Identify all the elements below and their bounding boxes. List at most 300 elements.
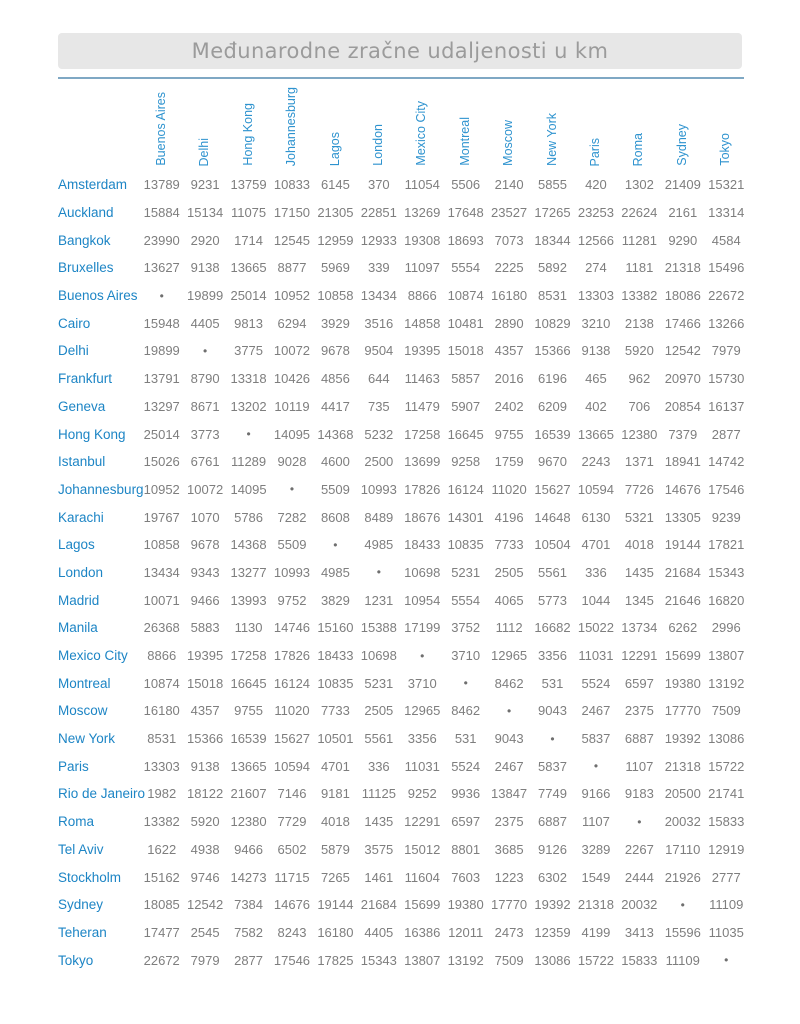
distance-cell: 370: [367, 177, 390, 193]
distance-cell: 10072: [273, 343, 311, 359]
distance-cell: 16386: [404, 924, 441, 940]
distance-cell: 644: [367, 371, 390, 387]
distance-cell: 21607: [230, 786, 267, 802]
distance-cell: 15884: [143, 205, 180, 221]
distance-cell: 14676: [273, 897, 311, 913]
distance-cell: 1435: [364, 814, 394, 830]
distance-cell: 6262: [668, 620, 698, 636]
distance-cell: 17770: [491, 897, 528, 913]
distance-cell: 12542: [664, 343, 701, 359]
row-city-label: Madrid: [58, 592, 100, 608]
distance-cell: 3710: [407, 675, 437, 691]
distance-cell: 5231: [364, 675, 394, 691]
distance-cell: 21318: [577, 897, 614, 913]
distances-table: [58, 83, 748, 974]
table-row-bruxelles: [58, 254, 748, 282]
distance-cell: 10119: [274, 398, 310, 414]
column-header-label: Montreal: [457, 117, 472, 166]
distance-cell: 5232: [364, 426, 394, 442]
distance-cell: 14095: [273, 426, 311, 442]
distance-cell: 15366: [187, 731, 224, 747]
distance-cell: 11109: [665, 952, 700, 968]
distance-cell: 9181: [320, 786, 350, 802]
distance-cell: 15948: [143, 315, 180, 331]
distance-cell: 15699: [664, 648, 701, 664]
distance-cell: 2877: [711, 426, 741, 442]
distance-cell: 11035: [708, 924, 744, 940]
distance-cell: 7733: [494, 537, 524, 553]
distance-cell: 16820: [708, 592, 745, 608]
distance-cell: 6887: [624, 731, 654, 747]
distance-cell: 10858: [317, 288, 354, 304]
distance-cell: 19767: [143, 509, 180, 525]
distance-cell: 15018: [447, 343, 484, 359]
distance-cell: 8671: [190, 398, 220, 414]
distance-cell: 7265: [320, 869, 350, 885]
row-city-label: Geneva: [58, 398, 106, 414]
distance-cell: 17770: [664, 703, 701, 719]
distance-cell: 15160: [317, 620, 354, 636]
column-header-mexico-city: [401, 83, 444, 171]
distance-cell: 11463: [404, 371, 440, 387]
distance-cell: 13086: [534, 952, 571, 968]
column-header-new-york: [531, 83, 574, 171]
distance-cell: 4018: [624, 537, 654, 553]
distance-cell: 12359: [534, 924, 571, 940]
distance-cell: 10698: [360, 648, 397, 664]
distance-cell: 420: [585, 177, 607, 193]
distance-cell: 5524: [581, 675, 611, 691]
distance-cell: 9252: [407, 786, 437, 802]
distance-cell: 1231: [364, 592, 394, 608]
distance-cell: 15722: [577, 952, 614, 968]
distance-cell: 7979: [711, 343, 741, 359]
distance-cell: 1070: [190, 509, 220, 525]
distance-cell: 9231: [190, 177, 220, 193]
row-city-label: Bruxelles: [58, 260, 114, 276]
distance-cell: 15343: [360, 952, 397, 968]
distance-cell: 5321: [624, 509, 654, 525]
distance-cell: 15388: [360, 620, 397, 636]
distance-cell: 962: [628, 371, 651, 387]
distance-cell: 4405: [364, 924, 394, 940]
distance-cell: 10952: [143, 481, 180, 497]
distance-cell: 7749: [538, 786, 567, 802]
distance-cell: 18122: [187, 786, 224, 802]
distance-cell: 12291: [404, 814, 441, 830]
self-distance-dot: •: [680, 897, 685, 912]
distance-cell: 16539: [230, 731, 267, 747]
row-city-label: Hong Kong: [58, 426, 126, 442]
distance-cell: 7073: [494, 232, 524, 248]
distance-cell: 21684: [360, 897, 397, 913]
distance-cell: 16124: [447, 481, 484, 497]
distance-cell: 3516: [364, 315, 394, 331]
distance-cell: 6597: [624, 675, 654, 691]
table-row-hong-kong: [58, 420, 748, 448]
row-city-label: Auckland: [58, 205, 114, 221]
distance-cell: 3773: [190, 426, 220, 442]
distance-cell: 19899: [143, 343, 180, 359]
table-row-manila: [58, 614, 748, 642]
distance-cell: 12965: [491, 648, 528, 664]
self-distance-dot: •: [593, 759, 599, 774]
distance-cell: 8462: [451, 703, 481, 719]
distance-cell: 6130: [581, 509, 611, 525]
distance-cell: 10594: [577, 481, 614, 497]
distance-cell: 2444: [624, 869, 654, 885]
distance-cell: 20854: [664, 398, 701, 414]
table-row-moscow: [58, 697, 748, 725]
distance-cell: 18941: [664, 454, 701, 470]
distance-cell: 8866: [147, 648, 177, 664]
distance-cell: 13699: [404, 454, 441, 470]
distance-cell: 13303: [577, 288, 614, 304]
distance-cell: 13807: [708, 648, 745, 664]
distance-cell: 4417: [320, 398, 350, 414]
row-city-label: Roma: [58, 814, 95, 830]
distance-cell: 13318: [230, 371, 267, 387]
distance-cell: 339: [367, 260, 390, 276]
distance-cell: 7726: [624, 481, 654, 497]
distance-cell: 4405: [190, 315, 220, 331]
distance-cell: 4701: [581, 537, 611, 553]
distance-cell: 11054: [404, 177, 440, 193]
distance-cell: 25014: [230, 288, 267, 304]
table-row-roma: [58, 808, 748, 836]
distance-cell: 17825: [317, 952, 354, 968]
distance-cell: 7733: [320, 703, 350, 719]
distance-cell: 11604: [404, 869, 440, 885]
distance-cell: 2473: [494, 924, 524, 940]
distance-cell: 2138: [624, 315, 654, 331]
distance-cell: 21741: [708, 786, 745, 802]
table-row-mexico-city: [58, 642, 748, 670]
distance-cell: 15722: [708, 758, 745, 774]
distance-cell: 10833: [273, 177, 311, 193]
distance-cell: 13734: [621, 620, 658, 636]
distance-cell: 21318: [664, 260, 701, 276]
distance-cell: 13665: [230, 758, 267, 774]
distance-cell: 12933: [360, 232, 397, 248]
distance-cell: 6761: [190, 454, 220, 470]
column-header-delhi: [183, 83, 226, 171]
distance-cell: 13434: [143, 564, 180, 580]
distance-cell: 14742: [708, 454, 745, 470]
row-city-label: Lagos: [58, 537, 95, 553]
distance-cell: 21305: [317, 205, 354, 221]
column-header-tokyo: [704, 83, 748, 171]
distance-cell: 14746: [273, 620, 311, 636]
distance-cell: 9466: [234, 841, 264, 857]
distance-cell: 10504: [534, 537, 571, 553]
self-distance-dot: •: [203, 343, 208, 358]
distance-cell: 10829: [534, 315, 571, 331]
distance-cell: 14648: [534, 509, 571, 525]
distance-cell: 2267: [624, 841, 654, 857]
column-header-label: Delhi: [197, 137, 212, 166]
table-row-paris: [58, 752, 748, 780]
distance-cell: 19144: [664, 537, 701, 553]
distance-cell: 6597: [451, 814, 481, 830]
distance-cell: 9138: [581, 343, 611, 359]
distance-cell: 23990: [143, 232, 180, 248]
distance-cell: 1759: [494, 454, 524, 470]
row-city-label: Cairo: [58, 315, 91, 331]
distance-cell: 16539: [534, 426, 571, 442]
distance-cell: 10874: [447, 288, 484, 304]
distance-cell: 20032: [664, 814, 701, 830]
distance-cell: 13269: [404, 205, 441, 221]
distance-cell: 15022: [577, 620, 614, 636]
distance-cell: 2467: [581, 703, 611, 719]
distance-cell: 1714: [234, 232, 264, 248]
row-city-label: Sydney: [58, 897, 104, 913]
distance-cell: 11020: [491, 481, 527, 497]
distance-cell: 13086: [708, 731, 745, 747]
distance-cell: 5837: [538, 758, 567, 774]
distance-cell: 4985: [320, 564, 350, 580]
distance-cell: 2375: [624, 703, 654, 719]
row-city-label: Istanbul: [58, 454, 106, 470]
distance-cell: 6209: [538, 398, 567, 414]
distance-cell: 23527: [491, 205, 528, 221]
distance-cell: 8489: [364, 509, 394, 525]
distance-cell: 17258: [404, 426, 441, 442]
distance-cell: 18344: [534, 232, 571, 248]
column-header-label: Moscow: [501, 120, 516, 166]
distance-cell: 11031: [404, 758, 440, 774]
table-body: [58, 171, 748, 974]
distance-cell: 9813: [234, 315, 264, 331]
table-row-delhi: [58, 337, 748, 365]
distance-cell: 8608: [320, 509, 350, 525]
distance-cell: 13305: [664, 509, 701, 525]
table-row-teheran: [58, 919, 748, 947]
distance-cell: 9126: [538, 841, 567, 857]
distance-cell: 13789: [143, 177, 180, 193]
distance-cell: 13297: [143, 398, 180, 414]
distance-cell: 14368: [317, 426, 354, 442]
distance-cell: 5561: [364, 731, 394, 747]
distance-cell: 16645: [447, 426, 484, 442]
distance-cell: 7582: [234, 924, 264, 940]
row-city-label: Manila: [58, 620, 98, 636]
column-header-buenos-aires: [140, 83, 183, 171]
distance-cell: 17821: [708, 537, 745, 553]
distance-cell: 26368: [143, 620, 180, 636]
distance-cell: 13303: [143, 758, 180, 774]
distance-cell: 17826: [273, 648, 311, 664]
distance-cell: 11289: [230, 454, 267, 470]
distance-cell: 19395: [187, 648, 224, 664]
distance-cell: 6502: [277, 841, 307, 857]
distance-cell: 8531: [147, 731, 177, 747]
self-distance-dot: •: [463, 676, 468, 691]
distance-cell: 18433: [404, 537, 441, 553]
distance-cell: 2505: [494, 564, 524, 580]
column-header-label: Sydney: [674, 124, 689, 166]
distance-cell: 19380: [447, 897, 484, 913]
distance-cell: 2243: [581, 454, 611, 470]
self-distance-dot: •: [420, 648, 425, 663]
divider-rule: [58, 77, 744, 79]
distance-cell: 10858: [143, 537, 180, 553]
distance-cell: 13382: [621, 288, 658, 304]
distance-cell: 10993: [273, 564, 311, 580]
distance-cell: 1107: [581, 814, 610, 830]
distance-cell: 15026: [143, 454, 180, 470]
distance-cell: 12542: [187, 897, 224, 913]
self-distance-dot: •: [637, 814, 642, 829]
distance-cell: 13759: [230, 177, 267, 193]
distance-cell: 13382: [143, 814, 180, 830]
distance-cell: 20500: [664, 786, 701, 802]
distance-cell: 9258: [451, 454, 481, 470]
distance-cell: 16124: [273, 675, 311, 691]
column-header-label: Johannesburg: [284, 86, 299, 166]
distance-cell: 14301: [447, 509, 484, 525]
distance-cell: 3210: [581, 315, 611, 331]
distance-cell: 15730: [708, 371, 745, 387]
distance-cell: 10993: [360, 481, 397, 497]
table-row-johannesburg: [58, 476, 748, 504]
distance-cell: 4584: [711, 232, 741, 248]
table-row-new-york: [58, 725, 748, 753]
distance-cell: 3829: [320, 592, 350, 608]
distance-cell: 1371: [624, 454, 654, 470]
distance-cell: 13665: [577, 426, 614, 442]
distance-cell: 11281: [621, 232, 657, 248]
distance-cell: 15596: [664, 924, 701, 940]
distance-cell: 9752: [277, 592, 307, 608]
distance-cell: 15699: [404, 897, 441, 913]
distance-cell: 12959: [317, 232, 354, 248]
distance-cell: 4199: [581, 924, 611, 940]
row-city-label: Paris: [58, 758, 89, 774]
distance-cell: 11479: [404, 398, 440, 414]
distance-cell: 18433: [317, 648, 354, 664]
self-distance-dot: •: [724, 953, 729, 968]
distance-cell: 13277: [230, 564, 267, 580]
distance-cell: 25014: [143, 426, 180, 442]
distance-cell: 8801: [451, 841, 481, 857]
distance-cell: 2777: [711, 869, 741, 885]
distance-cell: 22672: [708, 288, 745, 304]
column-header-label: Tokyo: [718, 133, 733, 166]
distance-cell: 13627: [143, 260, 180, 276]
distance-cell: 2500: [364, 454, 394, 470]
distance-cell: 12380: [621, 426, 658, 442]
distance-cell: 15627: [534, 481, 571, 497]
distance-cell: 1302: [624, 177, 654, 193]
table-row-istanbul: [58, 448, 748, 476]
distance-cell: 18085: [143, 897, 180, 913]
distance-cell: 17110: [665, 841, 701, 857]
distance-cell: 1130: [234, 620, 263, 636]
distance-cell: 13665: [230, 260, 267, 276]
distance-cell: 17648: [447, 205, 484, 221]
distance-cell: 9936: [451, 786, 481, 802]
distance-cell: 17265: [534, 205, 571, 221]
distance-cell: 9678: [320, 343, 350, 359]
distance-cell: 19308: [404, 232, 441, 248]
distance-cell: 336: [585, 564, 607, 580]
distance-cell: 5879: [320, 841, 350, 857]
distance-cell: 9290: [668, 232, 698, 248]
distance-cell: 6887: [538, 814, 567, 830]
distance-cell: 4985: [364, 537, 394, 553]
distance-cell: 14676: [664, 481, 701, 497]
distance-cell: 4856: [320, 371, 350, 387]
distance-cell: 15018: [187, 675, 224, 691]
table-row-bangkok: [58, 226, 748, 254]
column-header-label: Paris: [588, 137, 603, 166]
distance-cell: 10071: [143, 592, 180, 608]
distance-cell: 3413: [624, 924, 654, 940]
column-header-label: Hong Kong: [240, 103, 255, 166]
distance-cell: 3929: [320, 315, 350, 331]
distance-cell: 13192: [708, 675, 745, 691]
distance-cell: 9043: [494, 731, 524, 747]
distance-cell: 16645: [230, 675, 267, 691]
distance-cell: 2140: [494, 177, 524, 193]
distance-cell: 13434: [360, 288, 397, 304]
distance-cell: 5509: [277, 537, 307, 553]
distance-cell: 5561: [538, 564, 567, 580]
distance-cell: 15134: [187, 205, 224, 221]
distance-cell: 4701: [320, 758, 350, 774]
row-city-label: Karachi: [58, 509, 104, 525]
distance-cell: 15496: [708, 260, 745, 276]
distance-cell: 16137: [708, 398, 745, 414]
column-header-lagos: [314, 83, 357, 171]
distance-cell: 8462: [494, 675, 524, 691]
column-header-label: Roma: [631, 132, 646, 166]
distance-cell: 15833: [621, 952, 658, 968]
distance-cell: 9678: [190, 537, 220, 553]
distance-cell: 2545: [190, 924, 220, 940]
distance-cell: 1622: [147, 841, 177, 857]
row-city-label: New York: [58, 731, 116, 747]
distance-cell: 5786: [234, 509, 264, 525]
distance-cell: 8531: [538, 288, 567, 304]
distance-cell: 2375: [494, 814, 524, 830]
distance-cell: 1107: [625, 758, 654, 774]
self-distance-dot: •: [289, 482, 295, 497]
distance-cell: 13807: [404, 952, 441, 968]
self-distance-dot: •: [376, 565, 381, 580]
distance-cell: 11125: [361, 786, 396, 802]
table-row-tokyo: [58, 946, 748, 974]
distance-cell: 2016: [494, 371, 524, 387]
distance-cell: 21318: [664, 758, 701, 774]
distance-cell: 6294: [277, 315, 307, 331]
distance-cell: 5920: [190, 814, 220, 830]
distance-cell: 1549: [581, 869, 611, 885]
table-row-frankfurt: [58, 365, 748, 393]
row-city-label: Amsterdam: [58, 177, 128, 193]
distance-cell: 5506: [451, 177, 481, 193]
distance-cell: 15366: [534, 343, 571, 359]
title-bar: [58, 33, 742, 69]
distance-cell: 336: [367, 758, 390, 774]
distance-cell: 15162: [143, 869, 180, 885]
distance-cell: 19392: [534, 897, 571, 913]
distance-cell: 16180: [317, 924, 354, 940]
distance-cell: 21926: [664, 869, 701, 885]
table-row-rio-de-janeiro: [58, 780, 748, 808]
